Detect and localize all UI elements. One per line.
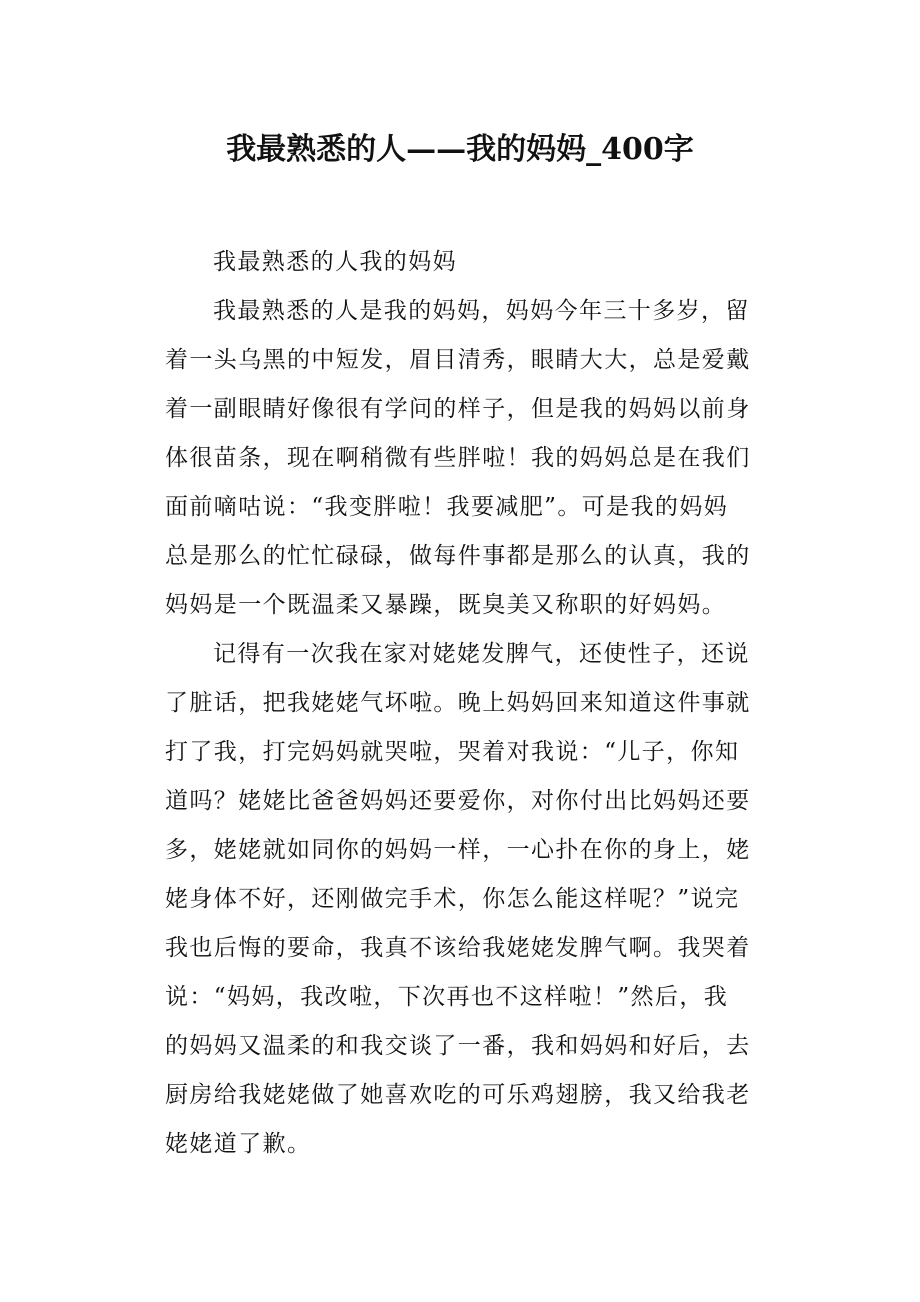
paragraph-line: 着一副眼睛好像很有学问的样子，但是我的妈妈以前身 xyxy=(165,396,751,422)
paragraph xyxy=(165,630,765,1169)
paragraph-line: 面前嘀咕说：“我变胖啦！我要减肥”。可是我的妈妈 xyxy=(165,494,729,520)
paragraph-line: 厨房给我姥姥做了她喜欢吃的可乐鸡翅膀，我又给我老 xyxy=(165,1082,751,1108)
paragraph-line: 姥姥道了歉。 xyxy=(165,1131,312,1157)
paragraph-line: 打了我，打完妈妈就哭啦，哭着对我说：“儿子，你知 xyxy=(165,739,740,765)
paragraph-line: 我最熟悉的人是我的妈妈，妈妈今年三十多岁，留 xyxy=(213,298,750,324)
paragraph-line: 说：“妈妈，我改啦，下次再也不这样啦！”然后，我 xyxy=(165,984,729,1010)
paragraph-line: 着一头乌黑的中短发，眉目清秀，眼睛大大，总是爱戴 xyxy=(165,347,751,373)
paragraph-line: 记得有一次我在家对姥姥发脾气，还使性子，还说 xyxy=(213,641,750,667)
document-body xyxy=(165,238,765,1169)
subtitle: 我最熟悉的人我的妈妈 xyxy=(213,249,457,275)
paragraph-line: 妈妈是一个既温柔又暴躁，既臭美又称职的好妈妈。 xyxy=(165,592,727,618)
paragraph-line: 总是那么的忙忙碌碌，做每件事都是那么的认真，我的 xyxy=(165,543,751,569)
paragraph-line: 多，姥姥就如同你的妈妈一样，一心扑在你的身上，姥 xyxy=(165,837,751,863)
paragraph-line: 了脏话，把我姥姥气坏啦。晚上妈妈回来知道这件事就 xyxy=(165,690,751,716)
paragraph xyxy=(165,287,765,630)
paragraph-line: 体很苗条，现在啊稍微有些胖啦！我的妈妈总是在我们 xyxy=(165,445,751,471)
document-title: 我最熟悉的人——我的妈妈_400字 xyxy=(226,132,694,167)
paragraph-line: 姥身体不好，还刚做完手术，你怎么能这样呢？”说完 xyxy=(165,886,740,912)
paragraph-line: 的妈妈又温柔的和我交谈了一番，我和妈妈和好后，去 xyxy=(165,1033,751,1059)
paragraph-line: 道吗？姥姥比爸爸妈妈还要爱你，对你付出比妈妈还要 xyxy=(165,788,751,814)
paragraph-line: 我也后悔的要命，我真不该给我姥姥发脾气啊。我哭着 xyxy=(165,935,751,961)
paragraphs xyxy=(165,287,765,1169)
